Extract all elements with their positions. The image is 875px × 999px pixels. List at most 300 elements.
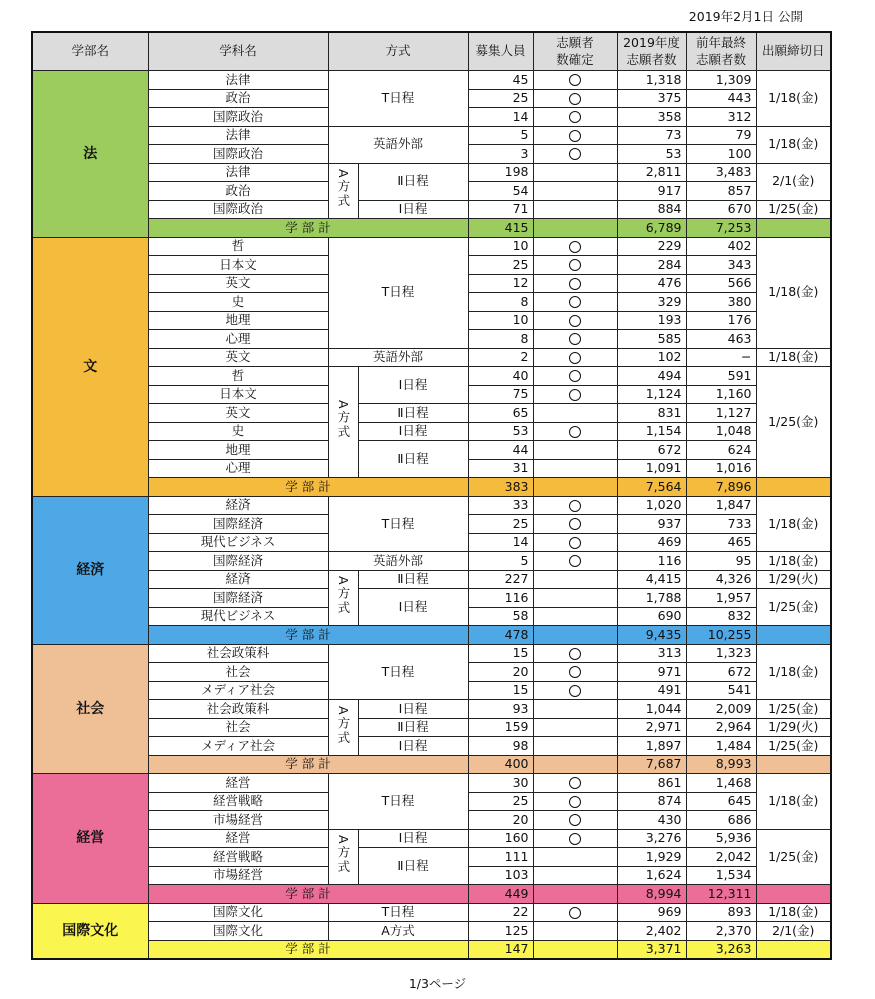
quota-cell: 25 xyxy=(468,256,533,275)
dept-cell: 経済 xyxy=(148,570,328,589)
deadline-cell: 1/18(金) xyxy=(756,126,831,163)
subtotal-previous: 8,993 xyxy=(686,755,756,774)
subtotal-quota: 147 xyxy=(468,940,533,959)
dept-cell: 経済 xyxy=(148,496,328,515)
subtotal-previous: 10,255 xyxy=(686,626,756,645)
table-row xyxy=(32,163,831,182)
previous-cell: 1,127 xyxy=(686,404,756,423)
quota-cell: 10 xyxy=(468,311,533,330)
applicants-cell: 884 xyxy=(617,200,686,219)
method-cell: Ⅱ日程 xyxy=(358,404,468,423)
col-confirmed-line2: 数確定 xyxy=(556,51,594,67)
confirmed-cell xyxy=(533,348,617,367)
subtotal-applicants: 7,564 xyxy=(617,478,686,497)
table-row xyxy=(32,404,831,423)
col-confirmed xyxy=(533,32,617,71)
dept-cell: 心理 xyxy=(148,330,328,349)
subtotal-deadline xyxy=(756,755,831,774)
dept-cell: 国際政治 xyxy=(148,145,328,164)
previous-cell: 1,534 xyxy=(686,866,756,885)
subtotal-row xyxy=(32,626,831,645)
col-applicants-2019-line2: 志願者数 xyxy=(626,51,677,67)
previous-cell: − xyxy=(686,348,756,367)
confirmed-circle-icon xyxy=(569,278,581,290)
previous-cell: 1,484 xyxy=(686,737,756,756)
subtotal-confirmed xyxy=(533,219,617,238)
method-cell: Ⅱ日程 xyxy=(358,570,468,589)
quota-cell: 33 xyxy=(468,496,533,515)
confirmed-cell xyxy=(533,459,617,478)
quota-cell: 30 xyxy=(468,774,533,793)
applicants-cell: 375 xyxy=(617,89,686,108)
confirmed-cell xyxy=(533,515,617,534)
quota-cell: 159 xyxy=(468,718,533,737)
applicants-cell: 116 xyxy=(617,552,686,571)
deadline-cell: 2/1(金) xyxy=(756,163,831,200)
applicants-cell: 4,415 xyxy=(617,570,686,589)
previous-cell: 1,847 xyxy=(686,496,756,515)
quota-cell: 14 xyxy=(468,533,533,552)
dept-cell: 哲 xyxy=(148,237,328,256)
confirmed-circle-icon xyxy=(569,777,581,789)
confirmed-cell xyxy=(533,385,617,404)
previous-cell: 2,009 xyxy=(686,700,756,719)
method-cell: Ⅱ日程 xyxy=(358,848,468,885)
table-row xyxy=(32,922,831,941)
confirmed-circle-icon xyxy=(569,389,581,401)
applicants-cell: 971 xyxy=(617,663,686,682)
quota-cell: 53 xyxy=(468,422,533,441)
method-cell: T日程 xyxy=(328,496,468,552)
confirmed-cell xyxy=(533,866,617,885)
applicants-cell: 690 xyxy=(617,607,686,626)
table-row xyxy=(32,718,831,737)
previous-cell: 670 xyxy=(686,200,756,219)
previous-cell: 1,468 xyxy=(686,774,756,793)
deadline-cell: 1/18(金) xyxy=(756,496,831,552)
dept-cell: 法律 xyxy=(148,126,328,145)
quota-cell: 14 xyxy=(468,108,533,127)
deadline-cell: 1/18(金) xyxy=(756,774,831,830)
dept-cell: 現代ビジネス xyxy=(148,533,328,552)
table-row xyxy=(32,200,831,219)
confirmed-cell xyxy=(533,903,617,922)
previous-cell: 343 xyxy=(686,256,756,275)
quota-cell: 54 xyxy=(468,182,533,201)
table-row xyxy=(32,552,831,571)
confirmed-cell xyxy=(533,330,617,349)
dept-cell: 日本文 xyxy=(148,385,328,404)
applicants-cell: 494 xyxy=(617,367,686,386)
previous-cell: 4,326 xyxy=(686,570,756,589)
applicants-cell: 229 xyxy=(617,237,686,256)
confirmed-circle-icon xyxy=(569,500,581,512)
confirmed-circle-icon xyxy=(569,537,581,549)
applicants-cell: 1,318 xyxy=(617,71,686,90)
quota-cell: 10 xyxy=(468,237,533,256)
col-method: 方式 xyxy=(328,32,468,71)
confirmed-circle-icon xyxy=(569,666,581,678)
confirmed-circle-icon xyxy=(569,648,581,660)
applicants-cell: 491 xyxy=(617,681,686,700)
applicants-cell: 284 xyxy=(617,256,686,275)
quota-cell: 22 xyxy=(468,903,533,922)
confirmed-circle-icon xyxy=(569,352,581,364)
applicants-cell: 476 xyxy=(617,274,686,293)
dept-cell: 社会政策科 xyxy=(148,644,328,663)
subtotal-label: 学 部 計 xyxy=(148,755,468,774)
col-confirmed-line1: 志願者 xyxy=(556,35,594,51)
applicants-cell: 430 xyxy=(617,811,686,830)
subtotal-quota: 449 xyxy=(468,885,533,904)
subtotal-applicants: 6,789 xyxy=(617,219,686,238)
previous-cell: 2,370 xyxy=(686,922,756,941)
confirmed-cell xyxy=(533,570,617,589)
dept-cell: 心理 xyxy=(148,459,328,478)
deadline-cell: 1/18(金) xyxy=(756,903,831,922)
subtotal-previous: 7,896 xyxy=(686,478,756,497)
deadline-cell: 1/18(金) xyxy=(756,71,831,127)
table-row xyxy=(32,700,831,719)
subtotal-previous: 12,311 xyxy=(686,885,756,904)
table-row xyxy=(32,422,831,441)
previous-cell: 3,483 xyxy=(686,163,756,182)
method-a-cell xyxy=(328,163,358,219)
method-a-cell xyxy=(328,700,358,756)
quota-cell: 125 xyxy=(468,922,533,941)
quota-cell: 8 xyxy=(468,293,533,312)
previous-cell: 1,957 xyxy=(686,589,756,608)
previous-cell: 624 xyxy=(686,441,756,460)
quota-cell: 20 xyxy=(468,811,533,830)
dept-cell: 政治 xyxy=(148,89,328,108)
confirmed-cell xyxy=(533,792,617,811)
previous-cell: 5,936 xyxy=(686,829,756,848)
previous-cell: 591 xyxy=(686,367,756,386)
subtotal-quota: 415 xyxy=(468,219,533,238)
subtotal-label: 学 部 計 xyxy=(148,219,468,238)
dept-cell: 史 xyxy=(148,293,328,312)
confirmed-cell xyxy=(533,774,617,793)
subtotal-label: 学 部 計 xyxy=(148,626,468,645)
applicants-cell: 1,044 xyxy=(617,700,686,719)
confirmed-circle-icon xyxy=(569,907,581,919)
applicants-cell: 2,811 xyxy=(617,163,686,182)
confirmed-circle-icon xyxy=(569,93,581,105)
deadline-cell: 1/25(金) xyxy=(756,737,831,756)
table-row xyxy=(32,903,831,922)
method-cell: Ⅰ日程 xyxy=(358,737,468,756)
dept-cell: 国際経済 xyxy=(148,552,328,571)
quota-cell: 93 xyxy=(468,700,533,719)
subtotal-row xyxy=(32,885,831,904)
subtotal-confirmed xyxy=(533,885,617,904)
confirmed-cell xyxy=(533,737,617,756)
confirmed-cell xyxy=(533,922,617,941)
dept-cell: 史 xyxy=(148,422,328,441)
deadline-cell: 1/25(金) xyxy=(756,829,831,885)
table-row xyxy=(32,126,831,145)
col-department: 学科名 xyxy=(148,32,328,71)
confirmed-circle-icon xyxy=(569,315,581,327)
method-cell: T日程 xyxy=(328,644,468,700)
deadline-cell: 1/25(金) xyxy=(756,700,831,719)
dept-cell: 経営 xyxy=(148,774,328,793)
applicants-cell: 329 xyxy=(617,293,686,312)
table-row xyxy=(32,441,831,460)
applicants-cell: 358 xyxy=(617,108,686,127)
dept-cell: 社会 xyxy=(148,718,328,737)
applicants-cell: 193 xyxy=(617,311,686,330)
subtotal-deadline xyxy=(756,478,831,497)
deadline-cell: 1/29(火) xyxy=(756,570,831,589)
deadline-cell: 1/18(金) xyxy=(756,237,831,348)
admissions-table xyxy=(31,31,832,960)
confirmed-cell xyxy=(533,89,617,108)
subtotal-confirmed xyxy=(533,755,617,774)
method-cell: T日程 xyxy=(328,71,468,127)
confirmed-circle-icon xyxy=(569,426,581,438)
quota-cell: 15 xyxy=(468,644,533,663)
dept-cell: メディア社会 xyxy=(148,737,328,756)
confirmed-cell xyxy=(533,533,617,552)
col-deadline: 出願締切日 xyxy=(756,32,831,71)
deadline-cell: 1/29(火) xyxy=(756,718,831,737)
quota-cell: 40 xyxy=(468,367,533,386)
previous-cell: 1,309 xyxy=(686,71,756,90)
previous-cell: 312 xyxy=(686,108,756,127)
method-cell: Ⅱ日程 xyxy=(358,441,468,478)
quota-cell: 160 xyxy=(468,829,533,848)
confirmed-cell xyxy=(533,404,617,423)
dept-cell: メディア社会 xyxy=(148,681,328,700)
applicants-cell: 874 xyxy=(617,792,686,811)
applicants-cell: 672 xyxy=(617,441,686,460)
deadline-cell: 1/18(金) xyxy=(756,348,831,367)
method-cell: 英語外部 xyxy=(328,348,468,367)
subtotal-applicants: 3,371 xyxy=(617,940,686,959)
subtotal-row xyxy=(32,940,831,959)
applicants-cell: 2,402 xyxy=(617,922,686,941)
applicants-cell: 1,124 xyxy=(617,385,686,404)
dept-cell: 市場経営 xyxy=(148,866,328,885)
confirmed-cell xyxy=(533,163,617,182)
quota-cell: 44 xyxy=(468,441,533,460)
header-row xyxy=(32,32,831,71)
table-row xyxy=(32,829,831,848)
deadline-cell: 1/25(金) xyxy=(756,200,831,219)
page-number: 1/3ページ xyxy=(408,976,467,991)
faculty-letters: 文 xyxy=(32,237,148,496)
deadline-cell: 1/18(金) xyxy=(756,552,831,571)
applicants-cell: 917 xyxy=(617,182,686,201)
previous-cell: 566 xyxy=(686,274,756,293)
quota-cell: 111 xyxy=(468,848,533,867)
faculty-economics: 経済 xyxy=(32,496,148,644)
method-a-label: A方式 xyxy=(335,169,351,209)
subtotal-confirmed xyxy=(533,940,617,959)
confirmed-circle-icon xyxy=(569,111,581,123)
col-quota: 募集人員 xyxy=(468,32,533,71)
quota-cell: 45 xyxy=(468,71,533,90)
applicants-cell: 1,624 xyxy=(617,866,686,885)
quota-cell: 31 xyxy=(468,459,533,478)
quota-cell: 25 xyxy=(468,792,533,811)
previous-cell: 541 xyxy=(686,681,756,700)
method-a-label: A方式 xyxy=(335,705,351,746)
confirmed-cell xyxy=(533,681,617,700)
previous-cell: 857 xyxy=(686,182,756,201)
dept-cell: 国際文化 xyxy=(148,903,328,922)
confirmed-cell xyxy=(533,274,617,293)
table-row xyxy=(32,71,831,90)
dept-cell: 地理 xyxy=(148,311,328,330)
subtotal-row xyxy=(32,478,831,497)
applicants-cell: 1,154 xyxy=(617,422,686,441)
subtotal-row xyxy=(32,219,831,238)
quota-cell: 12 xyxy=(468,274,533,293)
method-a-cell xyxy=(328,829,358,885)
confirmed-cell xyxy=(533,367,617,386)
subtotal-label: 学 部 計 xyxy=(148,885,468,904)
publication-date: 2019年2月1日 公開 xyxy=(688,9,803,24)
method-a-label: A方式 xyxy=(335,576,351,616)
previous-cell: 645 xyxy=(686,792,756,811)
previous-cell: 79 xyxy=(686,126,756,145)
subtotal-deadline xyxy=(756,885,831,904)
confirmed-circle-icon xyxy=(569,814,581,826)
confirmed-cell xyxy=(533,663,617,682)
col-applicants-2019 xyxy=(617,32,686,71)
dept-cell: 法律 xyxy=(148,163,328,182)
previous-cell: 176 xyxy=(686,311,756,330)
faculty-law: 法 xyxy=(32,71,148,238)
faculty-intl: 国際文化 xyxy=(32,903,148,959)
applicants-cell: 937 xyxy=(617,515,686,534)
quota-cell: 103 xyxy=(468,866,533,885)
confirmed-cell xyxy=(533,293,617,312)
dept-cell: 地理 xyxy=(148,441,328,460)
subtotal-deadline xyxy=(756,219,831,238)
previous-cell: 380 xyxy=(686,293,756,312)
previous-cell: 1,048 xyxy=(686,422,756,441)
applicants-cell: 585 xyxy=(617,330,686,349)
dept-cell: 英文 xyxy=(148,348,328,367)
subtotal-quota: 400 xyxy=(468,755,533,774)
col-applicants-prev-line1: 前年最終 xyxy=(695,35,746,51)
method-cell: Ⅱ日程 xyxy=(358,163,468,200)
dept-cell: 経営 xyxy=(148,829,328,848)
previous-cell: 893 xyxy=(686,903,756,922)
confirmed-cell xyxy=(533,200,617,219)
confirmed-cell xyxy=(533,256,617,275)
table-row xyxy=(32,570,831,589)
table-row xyxy=(32,367,831,386)
dept-cell: 経営戦略 xyxy=(148,792,328,811)
applicants-cell: 1,788 xyxy=(617,589,686,608)
previous-cell: 686 xyxy=(686,811,756,830)
method-cell: Ⅰ日程 xyxy=(358,700,468,719)
confirmed-cell xyxy=(533,589,617,608)
quota-cell: 15 xyxy=(468,681,533,700)
quota-cell: 5 xyxy=(468,552,533,571)
confirmed-circle-icon xyxy=(569,370,581,382)
previous-cell: 95 xyxy=(686,552,756,571)
dept-cell: 社会政策科 xyxy=(148,700,328,719)
quota-cell: 8 xyxy=(468,330,533,349)
confirmed-circle-icon xyxy=(569,130,581,142)
confirmed-cell xyxy=(533,552,617,571)
confirmed-cell xyxy=(533,182,617,201)
confirmed-circle-icon xyxy=(569,685,581,697)
quota-cell: 58 xyxy=(468,607,533,626)
table-row xyxy=(32,348,831,367)
dept-cell: 現代ビジネス xyxy=(148,607,328,626)
faculty-business: 経営 xyxy=(32,774,148,904)
confirmed-cell xyxy=(533,811,617,830)
subtotal-label: 学 部 計 xyxy=(148,478,468,497)
confirmed-cell xyxy=(533,441,617,460)
previous-cell: 1,160 xyxy=(686,385,756,404)
deadline-cell: 1/18(金) xyxy=(756,644,831,700)
applicants-cell: 1,897 xyxy=(617,737,686,756)
dept-cell: 市場経営 xyxy=(148,811,328,830)
confirmed-cell xyxy=(533,607,617,626)
dept-cell: 国際文化 xyxy=(148,922,328,941)
table-row xyxy=(32,774,831,793)
deadline-cell: 1/25(金) xyxy=(756,589,831,626)
applicants-cell: 53 xyxy=(617,145,686,164)
subtotal-quota: 383 xyxy=(468,478,533,497)
applicants-cell: 969 xyxy=(617,903,686,922)
method-cell: T日程 xyxy=(328,903,468,922)
subtotal-confirmed xyxy=(533,478,617,497)
dept-cell: 国際政治 xyxy=(148,200,328,219)
method-cell: Ⅰ日程 xyxy=(358,367,468,404)
method-cell: 英語外部 xyxy=(328,126,468,163)
quota-cell: 25 xyxy=(468,89,533,108)
dept-cell: 哲 xyxy=(148,367,328,386)
applicants-cell: 3,276 xyxy=(617,829,686,848)
confirmed-circle-icon xyxy=(569,296,581,308)
subtotal-previous: 3,263 xyxy=(686,940,756,959)
previous-cell: 1,323 xyxy=(686,644,756,663)
confirmed-cell xyxy=(533,71,617,90)
previous-cell: 100 xyxy=(686,145,756,164)
dept-cell: 国際経済 xyxy=(148,515,328,534)
method-cell: 英語外部 xyxy=(328,552,468,571)
applicants-cell: 861 xyxy=(617,774,686,793)
deadline-cell: 1/25(金) xyxy=(756,367,831,478)
previous-cell: 443 xyxy=(686,89,756,108)
applicants-cell: 831 xyxy=(617,404,686,423)
method-cell: Ⅰ日程 xyxy=(358,200,468,219)
applicants-cell: 2,971 xyxy=(617,718,686,737)
previous-cell: 463 xyxy=(686,330,756,349)
previous-cell: 832 xyxy=(686,607,756,626)
dept-cell: 日本文 xyxy=(148,256,328,275)
confirmed-circle-icon xyxy=(569,241,581,253)
col-applicants-prev-line2: 志願者数 xyxy=(695,51,746,67)
method-a-cell xyxy=(328,570,358,626)
quota-cell: 98 xyxy=(468,737,533,756)
applicants-cell: 1,020 xyxy=(617,496,686,515)
method-cell: Ⅰ日程 xyxy=(358,422,468,441)
confirmed-circle-icon xyxy=(569,518,581,530)
col-applicants-2019-line1: 2019年度 xyxy=(623,35,680,51)
previous-cell: 2,964 xyxy=(686,718,756,737)
previous-cell: 733 xyxy=(686,515,756,534)
